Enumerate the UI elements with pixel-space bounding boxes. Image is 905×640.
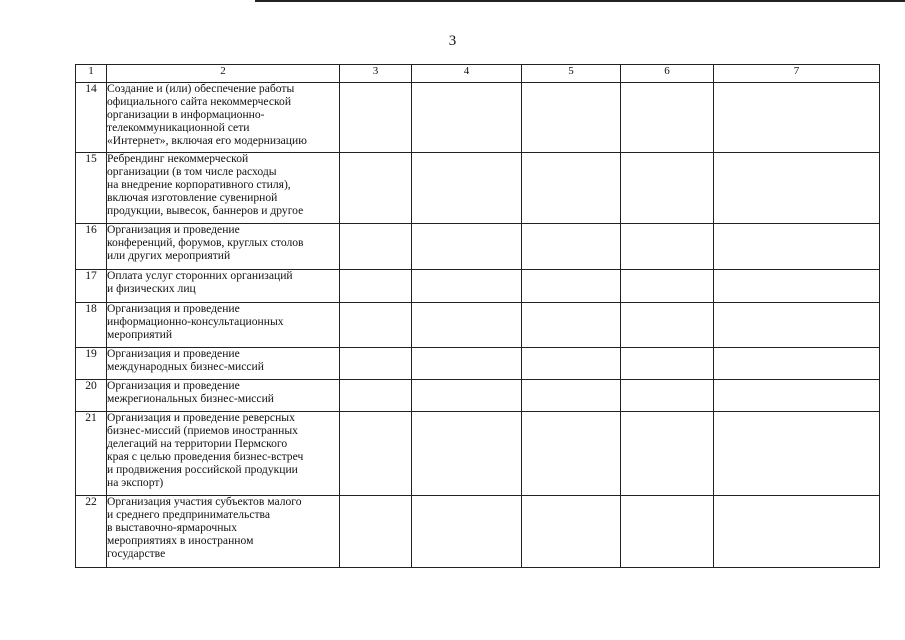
header-col-3: 3 <box>340 65 412 83</box>
row-number: 15 <box>76 153 107 224</box>
cell-col-4 <box>412 83 522 153</box>
cell-col-5 <box>522 83 621 153</box>
cell-col-4 <box>412 496 522 568</box>
header-row <box>76 65 880 83</box>
row-description: Организация и проведение международных бизнес-миссий <box>107 348 340 380</box>
cell-col-7 <box>714 153 880 224</box>
row-description: Организация и проведение реверсных бизнес-миссий (приемов иностранных делегаций на территории Пермского края с целью проведения бизнес-встреч и продвижения российской продукции на экспорт) <box>107 412 340 496</box>
cell-col-6 <box>621 83 714 153</box>
cell-col-4 <box>412 412 522 496</box>
page-number: 3 <box>448 33 457 49</box>
cell-col-3 <box>340 496 412 568</box>
header-col-7: 7 <box>714 65 880 83</box>
row-number: 16 <box>76 224 107 270</box>
cell-col-3 <box>340 153 412 224</box>
cell-col-6 <box>621 380 714 412</box>
table-row <box>76 270 880 303</box>
header-col-4: 4 <box>412 65 522 83</box>
cell-col-6 <box>621 303 714 348</box>
cell-col-4 <box>412 224 522 270</box>
cell-col-7 <box>714 224 880 270</box>
row-number: 22 <box>76 496 107 568</box>
cell-col-6 <box>621 496 714 568</box>
row-description: Организация и проведение конференций, форумов, круглых столов или других мероприятий <box>107 224 340 270</box>
cell-col-7 <box>714 83 880 153</box>
cell-col-7 <box>714 412 880 496</box>
cell-col-4 <box>412 380 522 412</box>
cell-col-5 <box>522 303 621 348</box>
row-description: Оплата услуг сторонних организаций и физических лиц <box>107 270 340 303</box>
header-col-5: 5 <box>522 65 621 83</box>
table-row <box>76 496 880 568</box>
table-row <box>76 303 880 348</box>
cell-col-6 <box>621 224 714 270</box>
table-row <box>76 224 880 270</box>
row-number: 20 <box>76 380 107 412</box>
cell-col-4 <box>412 303 522 348</box>
row-number: 18 <box>76 303 107 348</box>
table-row <box>76 348 880 380</box>
cell-col-5 <box>522 496 621 568</box>
row-number: 19 <box>76 348 107 380</box>
row-description: Ребрендинг некоммерческой организации (в том числе расходы на внедрение корпоративного стиля), включая изготовление сувенирной продукции, вывесок, баннеров и другое <box>107 153 340 224</box>
row-number: 14 <box>76 83 107 153</box>
cell-col-7 <box>714 380 880 412</box>
cell-col-5 <box>522 153 621 224</box>
cell-col-5 <box>522 380 621 412</box>
header-col-2: 2 <box>107 65 340 83</box>
cell-col-3 <box>340 224 412 270</box>
table-row <box>76 412 880 496</box>
header-col-6: 6 <box>621 65 714 83</box>
cell-col-6 <box>621 412 714 496</box>
row-number: 17 <box>76 270 107 303</box>
row-description: Создание и (или) обеспечение работы официального сайта некоммерческой организации в информационно- телекоммуникационной сети «Интернет», включая его модернизацию <box>107 83 340 153</box>
table-row <box>76 380 880 412</box>
cell-col-6 <box>621 153 714 224</box>
row-description: Организация и проведение межрегиональных бизнес-миссий <box>107 380 340 412</box>
cell-col-7 <box>714 303 880 348</box>
cell-col-6 <box>621 348 714 380</box>
cell-col-5 <box>522 270 621 303</box>
cell-col-5 <box>522 224 621 270</box>
cell-col-3 <box>340 83 412 153</box>
cell-col-4 <box>412 348 522 380</box>
header-col-1: 1 <box>76 65 107 83</box>
cell-col-6 <box>621 270 714 303</box>
cell-col-3 <box>340 412 412 496</box>
row-number: 21 <box>76 412 107 496</box>
cell-col-3 <box>340 348 412 380</box>
row-description: Организация и проведение информационно-консультационных мероприятий <box>107 303 340 348</box>
table-row <box>76 83 880 153</box>
cell-col-7 <box>714 496 880 568</box>
cell-col-7 <box>714 348 880 380</box>
cell-col-5 <box>522 348 621 380</box>
cell-col-3 <box>340 380 412 412</box>
row-description: Организация участия субъектов малого и среднего предпринимательства в выставочно-ярмарочных мероприятиях в иностранном государстве <box>107 496 340 568</box>
cell-col-3 <box>340 303 412 348</box>
cell-col-4 <box>412 270 522 303</box>
cell-col-7 <box>714 270 880 303</box>
data-table <box>75 64 880 568</box>
cell-col-5 <box>522 412 621 496</box>
cell-col-4 <box>412 153 522 224</box>
table-row <box>76 153 880 224</box>
cell-col-3 <box>340 270 412 303</box>
top-border-line <box>255 0 905 2</box>
